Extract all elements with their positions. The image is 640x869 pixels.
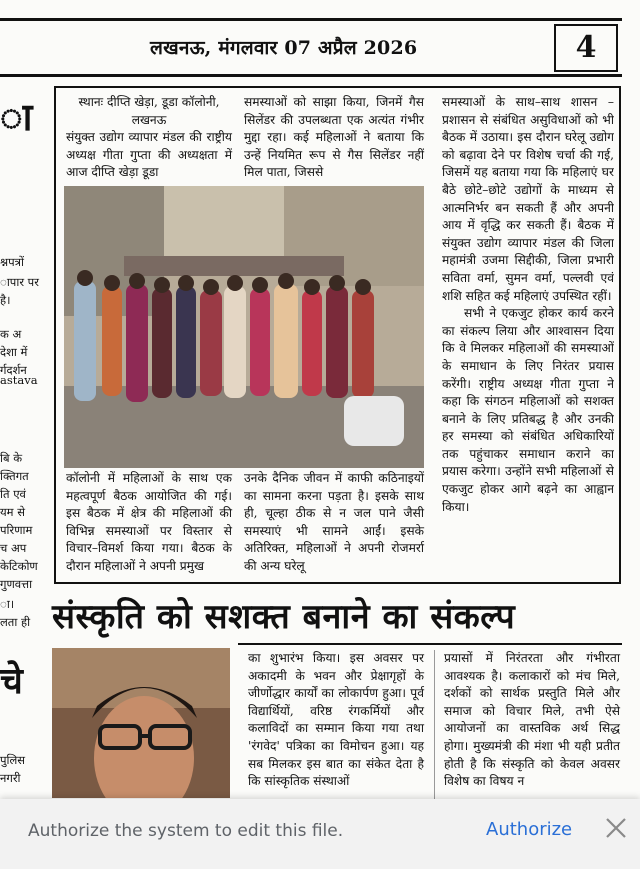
article-column-1-bottom xyxy=(66,470,232,576)
second-article-column-2: प्रयासों में निरंतरता और गंभीरता आवश्यक है। कलाकारों को मंच मिले, दर्शकों को सार्थक प्रस्तुति मिले और समाज को विचार मिले, तभी ऐसे आयोजनों का वास्तविक अर्थ सिद्ध होगा। मुख्यमंत्री की मंशा भी यही प्रतीत होती है कि संस्कृति को केवल अवसर विशेष का विषय न xyxy=(444,651,620,789)
header-rule-bottom xyxy=(0,74,622,77)
left-fragment-heading: ा xyxy=(0,94,33,139)
article-column-1-top xyxy=(66,94,232,182)
authorize-button[interactable]: Authorize xyxy=(486,819,573,840)
article-text: कॉलोनी में महिलाओं के साथ एक महत्वपूर्ण बैठक आयोजित की गई। इस बैठक में क्षेत्र की महिलाओं की विभिन्न समस्याओं पर विस्तार से विचार–विमर्श किया गया। बैठक के दौरान महिलाओं ने अपनी प्रमुख xyxy=(66,471,232,573)
article-text: उनके दैनिक जीवन में काफी कठिनाइयों का सामना करना पड़ता है। इसके साथ ही, चूल्हा ठीक से न जल पाने जैसी समस्याएं भी सामने आईं। इसके अतिरिक्त, महिलाओं ने अपनी रोजमर्रा की अन्य घरेलू xyxy=(244,471,424,573)
left-fragment-line: र्गदर्शन xyxy=(0,363,27,377)
headline-second-article: संस्कृति को सशक्त बनाने का संकल्प xyxy=(52,597,516,637)
group-photo xyxy=(64,186,424,468)
article-location: स्थानः दीप्ति खेड़ा, डूडा कॉलोनी, लखनऊ xyxy=(78,95,220,127)
left-fragment-line: नगरी xyxy=(0,771,21,785)
left-fragment-line: च अप xyxy=(0,541,27,555)
authorize-notification-bar xyxy=(0,799,640,869)
left-fragment-line: गुणवत्ता xyxy=(0,577,33,591)
article-text: समस्याओं को साझा किया, जिनमें गैस सिलेंडर की उपलब्धता एक अत्यंत गंभीर मुद्दा रहा। कई महिलाओं ने बताया कि उन्हें नियमित रूप से गैस सिलेंडर नहीं मिल पाता, जिससे xyxy=(244,95,424,180)
left-fragment-heading-2: चे xyxy=(0,660,23,702)
column-divider xyxy=(434,650,435,800)
close-icon[interactable] xyxy=(603,815,629,841)
left-fragment-line: लता ही xyxy=(0,615,31,629)
left-fragment-line: क्तिगत xyxy=(0,469,29,483)
left-fragment-line: देशा में xyxy=(0,345,28,359)
left-fragment-line: यम से xyxy=(0,505,25,519)
left-fragment-line: ापार पर xyxy=(0,275,39,289)
article-column-2-bottom xyxy=(244,470,424,576)
left-fragment-line: परिणाम xyxy=(0,523,33,537)
article-column-3 xyxy=(442,94,614,574)
left-fragment-line: है। xyxy=(0,293,11,307)
dateline: लखनऊ, मंगलवार 07 अप्रैल 2026 xyxy=(150,37,418,59)
left-fragment-line: केटिकोण xyxy=(0,559,38,573)
left-fragment-line: श्नपत्रों xyxy=(0,255,24,269)
left-fragment-line: astava xyxy=(0,373,38,387)
article-column-2-top xyxy=(244,94,424,182)
article-lead: संयुक्त उद्योग व्यापार मंडल की राष्ट्रीय अध्यक्ष गीता गुप्ता की अध्यक्षता में आज दीप्ति खेड़ा डूडा xyxy=(66,130,232,180)
left-fragment-line: क अ xyxy=(0,327,22,341)
page-number: 4 xyxy=(554,24,618,72)
left-fragment-line: बि के xyxy=(0,451,23,465)
left-fragment-line: पुलिस xyxy=(0,753,26,767)
left-fragment-line: ति एवं xyxy=(0,487,26,501)
notification-message: Authorize the system to edit this file. xyxy=(28,821,344,841)
author-portrait xyxy=(52,648,230,798)
article-paragraph: समस्याओं के साथ–साथ शासन –प्रशासन से संबंधित असुविधाओं को भी बैठक में उठाया। इस दौरान घरेलू उद्योग को बढ़ावा देने पर विशेष चर्चा की गई, जिसमें यह बताया गया कि महिलाएं घर बैठे छोटे–छोटे उद्योगों के माध्यम से आत्मनिर्भर बन सकती हैं और अपनी आय में वृद्धि कर सकती हैं। बैठक में संयुक्त उद्योग व्यापार मंडल की जिला महामंत्री उजमा सिद्दीकी, जिला प्रभारी सविता वर्मा, सुमन वर्मा, पल्लवी एवं शशि सहित कई महिलाएं उपस्थित रहीं। xyxy=(442,95,614,303)
article-paragraph: सभी ने एकजुट होकर कार्य करने का संकल्प लिया और आश्वासन दिया कि वे मिलकर महिलाओं की समस्याओं के समाधान के लिए निरंतर प्रयास करेंगी। राष्ट्रीय अध्यक्ष गीता गुप्ता ने कहा कि संगठन महिलाओं को सशक्त बनाने के लिए प्रतिबद्ध है और उनकी हर समस्या को संबंधित अधिकारियों तक पहुंचाकर समाधान कराने का प्रयास करेगा। उन्होंने सभी महिलाओं से एकजुट होकर आगे बढ़ने का आह्वान किया। xyxy=(442,306,614,514)
group-photo-illustration xyxy=(64,186,424,468)
portrait-illustration xyxy=(52,648,230,798)
second-article-column-1: का शुभारंभ किया। इस अवसर पर अकादमी के भवन और प्रेक्षागृहों के जीर्णोद्धार कार्यों का लोकार्पण हुआ। पूर्व विद्यार्थियों, वरिष्ठ रंगकर्मियों और कलाविदों का सम्मान किया गया तथा 'रंगवेद' पत्रिका का विमोचन हुआ। यह सब मिलकर इस बात का संकेत देता है कि सांस्कृतिक संस्थाओं xyxy=(248,651,424,789)
left-fragment-line: ा। xyxy=(0,597,15,611)
headline-rule xyxy=(238,643,622,645)
header-rule-top xyxy=(0,18,622,21)
